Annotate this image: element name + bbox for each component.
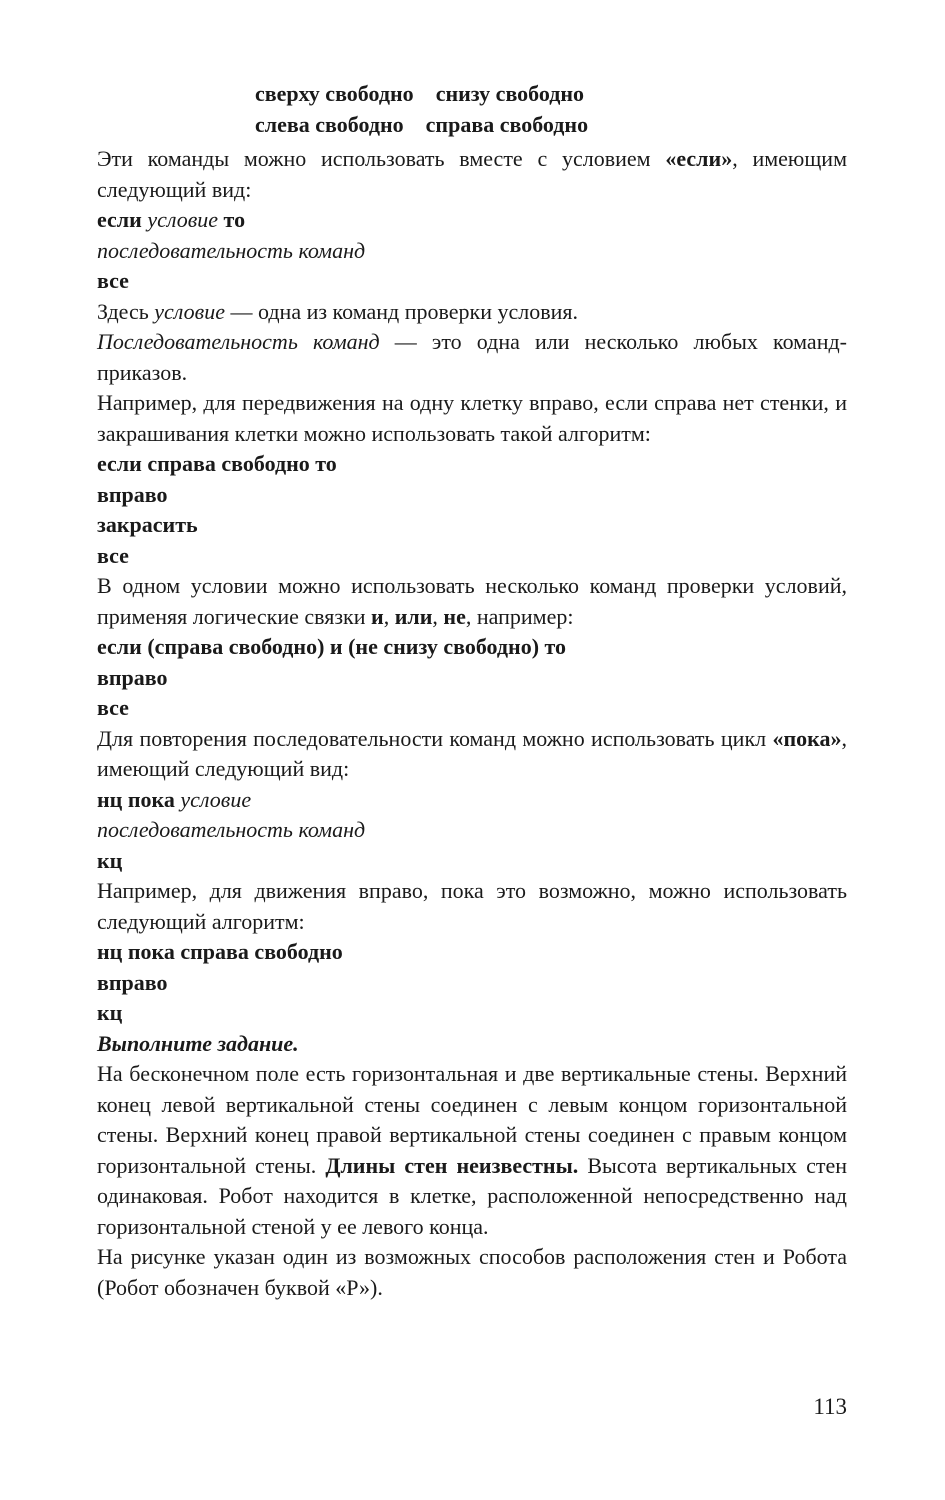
main-text — [97, 144, 847, 1303]
loop-syntax-line3: кц — [97, 847, 123, 873]
example3-line1: нц пока справа свободно — [97, 939, 343, 964]
task-heading: Выполните задание. — [97, 1030, 299, 1056]
paragraph-loop-example: Например, для движения вправо, пока это возможно, можно использовать следующий алгоритм: — [97, 878, 847, 934]
example1-line2: вправо — [97, 481, 168, 507]
example1-line3: закрасить — [97, 512, 198, 537]
example3-line3: кц — [97, 1000, 123, 1025]
loop-syntax-line2: последовательность команд — [97, 817, 366, 842]
loop-syntax-line1: нц пока условие — [97, 786, 252, 812]
paragraph-sequence-def: Последовательность команд — это одна или несколько любых команд-приказов. — [97, 329, 847, 385]
example2-line2: вправо — [97, 664, 168, 690]
example3-line2: вправо — [97, 969, 168, 995]
paragraph-if-intro: Эти команды можно использовать вместе с условием «если», имеющим следующий вид: — [97, 146, 848, 202]
page-number: 113 — [813, 1394, 847, 1419]
cmd-left-free: слева свободно — [255, 112, 404, 137]
paragraph-example-intro: Например, для передвижения на одну клетку вправо, если справа нет стенки, и закрашивания клетки можно использовать такой алгоритм: — [97, 390, 847, 446]
example2-line1: если (справа свободно) и (не снизу свободно) то — [97, 634, 567, 659]
cmd-top-free: сверху свободно — [255, 81, 414, 106]
paragraph-condition-def: Здесь условие — одна из команд проверки условия. — [97, 298, 578, 324]
if-syntax-line2: последовательность команд — [97, 237, 366, 263]
paragraph-loop-intro: Для повторения последовательности команд можно использовать цикл «пока», имеющий следующий вид: — [97, 725, 847, 781]
condition-commands-list — [255, 78, 588, 140]
example1-line1: если справа свободно то — [97, 451, 337, 476]
cmd-bottom-free: снизу свободно — [435, 81, 585, 106]
example2-line3: все — [97, 695, 129, 720]
condition-row-2 — [255, 109, 588, 140]
example1-line4: все — [97, 542, 129, 568]
condition-row-1 — [255, 78, 588, 109]
paragraph-task-description: На бесконечном поле есть горизонтальная и две вертикальные стены. Верхний конец левой вертикальной стены соединен с левым концом горизонтальной стены. Верхний конец правой вертикальной стены соединен с правым концом горизонтальной стены. Длины стен неизвестны. Высота вертикальных стен одинаковая. Робот находится в клетке, расположенной непосредственно над горизонтальной стеной у ее левого конца. — [97, 1061, 847, 1239]
paragraph-figure-note: На рисунке указан один из возможных способов расположения стен и Робота (Робот обозначен буквой «Р»). — [97, 1244, 847, 1300]
if-syntax-line1: если условие то — [97, 207, 246, 232]
paragraph-logical-connectives: В одном условии можно использовать несколько команд проверки условий, применяя логические связки и, или, не, например: — [97, 573, 847, 629]
cmd-right-free: справа свободно — [425, 112, 589, 137]
if-syntax-line3: все — [97, 268, 129, 293]
